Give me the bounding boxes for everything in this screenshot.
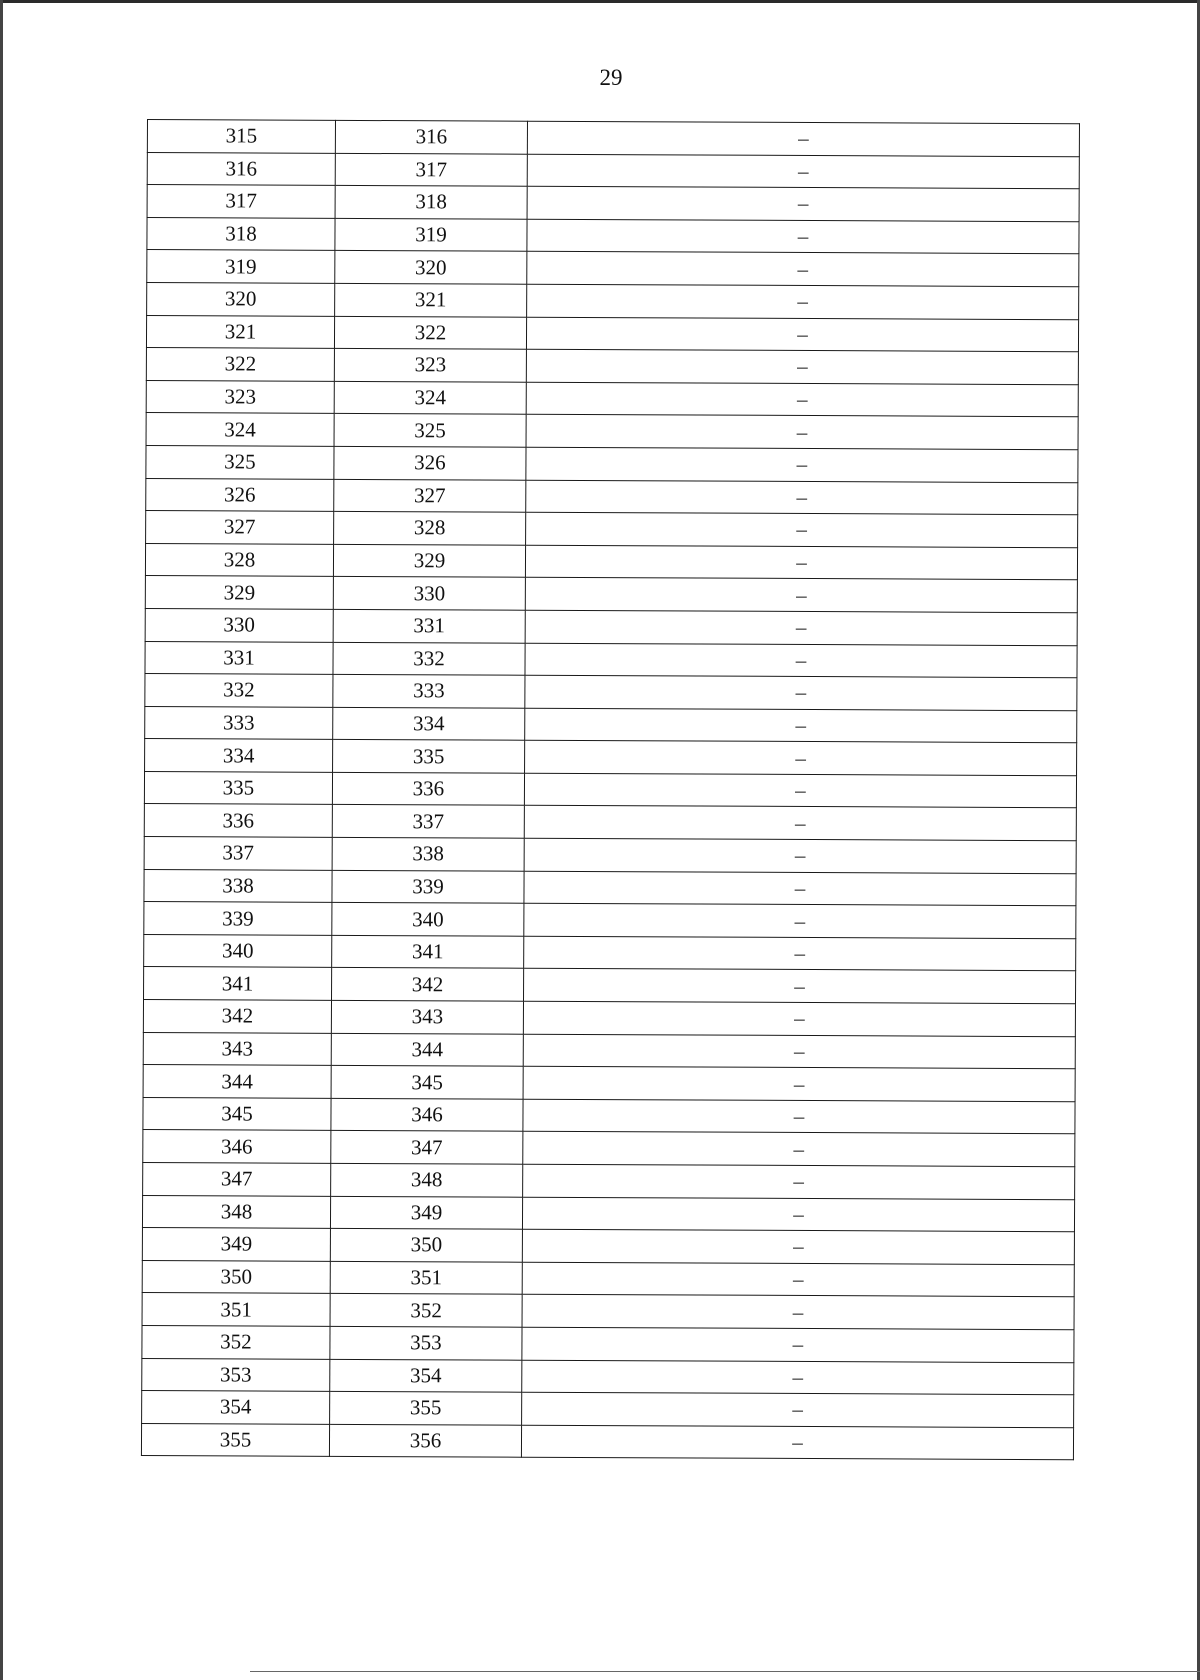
table-row — [145, 674, 1077, 711]
start-number-cell: 325 — [146, 445, 334, 478]
value-cell: – — [522, 1360, 1074, 1395]
scan-border-left — [0, 0, 3, 1680]
start-number-cell: 317 — [147, 185, 335, 218]
end-number-cell: 323 — [334, 349, 526, 382]
value-cell: – — [524, 871, 1076, 906]
end-number-cell: 324 — [334, 381, 526, 414]
table-row — [143, 1162, 1075, 1199]
start-number-cell: 335 — [144, 771, 332, 804]
end-number-cell: 329 — [333, 544, 525, 577]
end-number-cell: 335 — [333, 740, 525, 773]
value-cell: – — [523, 1164, 1075, 1199]
scan-border-bottom — [250, 1671, 1200, 1672]
end-number-cell: 320 — [335, 251, 527, 284]
start-number-cell: 330 — [145, 608, 333, 641]
table-row — [143, 1032, 1075, 1069]
start-number-cell: 331 — [145, 641, 333, 674]
value-cell: – — [523, 1066, 1075, 1101]
value-cell: – — [524, 936, 1076, 971]
table-row — [142, 1391, 1074, 1428]
value-cell: – — [522, 1392, 1074, 1427]
value-cell: – — [525, 675, 1077, 710]
data-table — [141, 119, 1080, 1461]
end-number-cell: 316 — [335, 120, 527, 153]
value-cell: – — [526, 349, 1078, 384]
end-number-cell: 344 — [331, 1033, 523, 1066]
start-number-cell: 345 — [143, 1097, 331, 1130]
value-cell: – — [527, 186, 1079, 221]
table-row — [143, 1000, 1075, 1037]
table-row — [142, 1195, 1074, 1232]
value-cell: – — [525, 545, 1077, 580]
value-cell: – — [526, 512, 1078, 547]
start-number-cell: 319 — [147, 250, 335, 283]
end-number-cell: 318 — [335, 186, 527, 219]
value-cell: – — [527, 219, 1079, 254]
end-number-cell: 330 — [333, 577, 525, 610]
value-cell: – — [525, 643, 1077, 678]
value-cell: – — [526, 382, 1078, 417]
table-body — [141, 120, 1079, 1461]
start-number-cell: 355 — [141, 1423, 329, 1456]
end-number-cell: 328 — [334, 511, 526, 544]
start-number-cell: 332 — [145, 674, 333, 707]
end-number-cell: 352 — [330, 1294, 522, 1327]
end-number-cell: 338 — [332, 837, 524, 870]
value-cell: – — [524, 773, 1076, 808]
start-number-cell: 318 — [147, 217, 335, 250]
start-number-cell: 352 — [142, 1325, 330, 1358]
value-cell: – — [524, 969, 1076, 1004]
table-row — [142, 1325, 1074, 1362]
end-number-cell: 342 — [332, 968, 524, 1001]
end-number-cell: 346 — [331, 1098, 523, 1131]
end-number-cell: 337 — [332, 805, 524, 838]
end-number-cell: 336 — [332, 772, 524, 805]
table-row — [147, 152, 1079, 189]
end-number-cell: 343 — [331, 1000, 523, 1033]
value-cell: – — [523, 1132, 1075, 1167]
start-number-cell: 349 — [142, 1228, 330, 1261]
start-number-cell: 323 — [146, 380, 334, 413]
start-number-cell: 337 — [144, 837, 332, 870]
table-row — [146, 478, 1078, 515]
value-cell: – — [526, 480, 1078, 515]
start-number-cell: 339 — [144, 902, 332, 935]
table-row — [143, 1130, 1075, 1167]
start-number-cell: 321 — [146, 315, 334, 348]
end-number-cell: 319 — [335, 218, 527, 251]
table-row — [146, 413, 1078, 450]
start-number-cell: 353 — [142, 1358, 330, 1391]
start-number-cell: 348 — [142, 1195, 330, 1228]
value-cell: – — [525, 741, 1077, 776]
table-row — [146, 445, 1078, 482]
end-number-cell: 348 — [331, 1163, 523, 1196]
start-number-cell: 329 — [145, 576, 333, 609]
table-row — [142, 1293, 1074, 1330]
value-cell: – — [527, 154, 1079, 189]
value-cell: – — [525, 610, 1077, 645]
value-cell: – — [524, 806, 1076, 841]
end-number-cell: 349 — [330, 1196, 522, 1229]
value-cell: – — [523, 1001, 1075, 1036]
table-row — [146, 511, 1078, 548]
end-number-cell: 356 — [329, 1424, 521, 1457]
start-number-cell: 324 — [146, 413, 334, 446]
start-number-cell: 341 — [144, 967, 332, 1000]
start-number-cell: 350 — [142, 1260, 330, 1293]
value-cell: – — [523, 1034, 1075, 1069]
end-number-cell: 347 — [331, 1131, 523, 1164]
value-cell: – — [525, 578, 1077, 613]
start-number-cell: 327 — [146, 511, 334, 544]
value-cell: – — [522, 1295, 1074, 1330]
value-cell: – — [525, 708, 1077, 743]
value-cell: – — [522, 1229, 1074, 1264]
value-cell: – — [521, 1425, 1073, 1460]
start-number-cell: 333 — [145, 706, 333, 739]
start-number-cell: 326 — [146, 478, 334, 511]
table-row — [145, 641, 1077, 678]
start-number-cell: 354 — [142, 1391, 330, 1424]
value-cell: – — [527, 284, 1079, 319]
start-number-cell: 347 — [143, 1162, 331, 1195]
value-cell: – — [527, 121, 1079, 156]
start-number-cell: 320 — [147, 282, 335, 315]
start-number-cell: 342 — [143, 1000, 331, 1033]
table-row — [145, 706, 1077, 743]
end-number-cell: 354 — [330, 1359, 522, 1392]
end-number-cell: 331 — [333, 609, 525, 642]
table-row — [146, 315, 1078, 352]
table-row — [147, 185, 1079, 222]
end-number-cell: 340 — [332, 903, 524, 936]
table-row — [142, 1358, 1074, 1395]
end-number-cell: 325 — [334, 414, 526, 447]
table-row — [146, 380, 1078, 417]
end-number-cell: 355 — [330, 1391, 522, 1424]
table-row — [147, 282, 1079, 319]
scan-border-top — [0, 0, 1200, 3]
value-cell: – — [527, 252, 1079, 287]
end-number-cell: 317 — [335, 153, 527, 186]
value-cell: – — [522, 1327, 1074, 1362]
start-number-cell: 351 — [142, 1293, 330, 1326]
table-row — [144, 967, 1076, 1004]
table-row — [142, 1228, 1074, 1265]
table-row — [147, 120, 1079, 157]
table-row — [145, 608, 1077, 645]
start-number-cell: 316 — [147, 152, 335, 185]
start-number-cell: 338 — [144, 869, 332, 902]
table-row — [145, 739, 1077, 776]
table-row — [142, 1260, 1074, 1297]
end-number-cell: 322 — [334, 316, 526, 349]
table-row — [144, 804, 1076, 841]
value-cell: – — [524, 903, 1076, 938]
value-cell: – — [522, 1262, 1074, 1297]
value-cell: – — [523, 1099, 1075, 1134]
table-row — [143, 1097, 1075, 1134]
table-row — [144, 902, 1076, 939]
table-row — [144, 869, 1076, 906]
start-number-cell: 334 — [145, 739, 333, 772]
start-number-cell: 340 — [144, 934, 332, 967]
end-number-cell: 333 — [333, 674, 525, 707]
table-row — [146, 348, 1078, 385]
table-row — [147, 217, 1079, 254]
value-cell: – — [526, 317, 1078, 352]
table-row — [143, 1065, 1075, 1102]
value-cell: – — [522, 1197, 1074, 1232]
end-number-cell: 321 — [335, 283, 527, 316]
table-row — [145, 543, 1077, 580]
value-cell: – — [526, 415, 1078, 450]
start-number-cell: 336 — [144, 804, 332, 837]
end-number-cell: 341 — [332, 935, 524, 968]
end-number-cell: 326 — [334, 446, 526, 479]
start-number-cell: 328 — [145, 543, 333, 576]
value-cell: – — [526, 447, 1078, 482]
table-row — [144, 837, 1076, 874]
table-row — [147, 250, 1079, 287]
end-number-cell: 353 — [330, 1326, 522, 1359]
start-number-cell: 344 — [143, 1065, 331, 1098]
page-number: 29 — [599, 65, 623, 90]
end-number-cell: 327 — [334, 479, 526, 512]
value-cell: – — [524, 838, 1076, 873]
table-row — [145, 576, 1077, 613]
start-number-cell: 346 — [143, 1130, 331, 1163]
table-row — [144, 934, 1076, 971]
end-number-cell: 350 — [330, 1229, 522, 1262]
start-number-cell: 315 — [147, 120, 335, 153]
start-number-cell: 322 — [146, 348, 334, 381]
end-number-cell: 339 — [332, 870, 524, 903]
end-number-cell: 332 — [333, 642, 525, 675]
end-number-cell: 345 — [331, 1066, 523, 1099]
end-number-cell: 351 — [330, 1261, 522, 1294]
end-number-cell: 334 — [333, 707, 525, 740]
table-row — [141, 1423, 1073, 1460]
start-number-cell: 343 — [143, 1032, 331, 1065]
table-row — [144, 771, 1076, 808]
